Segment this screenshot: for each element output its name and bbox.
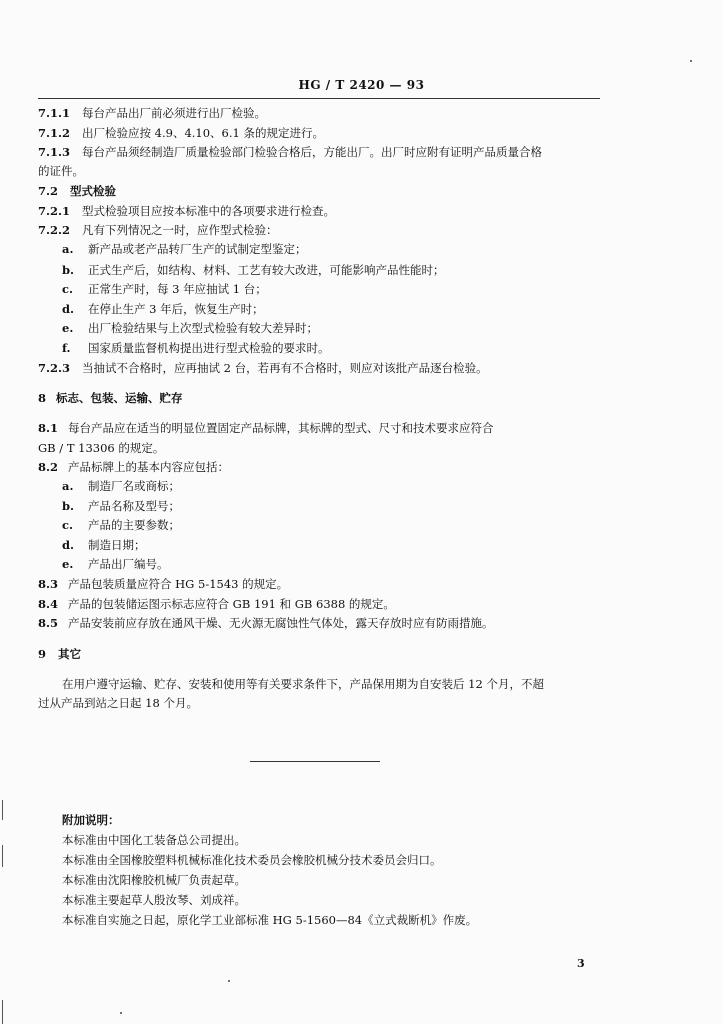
item-marker: c. <box>62 518 74 532</box>
item-text: 产品名称及型号； <box>88 499 180 513</box>
section-title: 标志、包装、运输、贮存 <box>56 391 183 405</box>
list-item-c <box>62 517 180 533</box>
item-marker: a. <box>62 479 74 493</box>
clause-text: 的证件。 <box>38 164 84 178</box>
clause-text: 每台产品出厂前必须进行出厂检验。 <box>82 106 266 120</box>
item-text: 制造厂名或商标； <box>88 479 180 493</box>
clause-text: 型式检验项目应按本标准中的各项要求进行检查。 <box>82 204 335 218</box>
clause-8-5 <box>38 615 494 631</box>
item-marker: e. <box>62 557 74 571</box>
section-9 <box>38 646 81 662</box>
list-item-f <box>62 340 330 356</box>
scan-edge-mark <box>2 845 3 867</box>
item-marker: d. <box>62 302 75 316</box>
clause-number: 8.5 <box>38 616 59 630</box>
item-marker: a. <box>62 242 74 256</box>
clause-text: 出厂检验应按 4.9、4.10、6.1 条的规定进行。 <box>82 126 324 140</box>
clause-number: 7.1.2 <box>38 126 71 140</box>
clause-7-2-2 <box>38 222 278 238</box>
note-line: 本标准主要起草人殷汝琴、刘成祥。 <box>62 893 246 907</box>
item-text: 制造日期； <box>88 538 146 552</box>
notes-title <box>62 812 120 828</box>
list-item-b <box>62 262 445 278</box>
item-text: 国家质量监督机构提出进行型式检验的要求时。 <box>88 341 330 355</box>
list-item-b <box>62 498 180 514</box>
item-text: 正式生产后，如结构、材料、工艺有较大改进，可能影响产品性能时； <box>88 263 445 277</box>
clause-number: 7.2.2 <box>38 223 71 237</box>
separator-rule <box>250 761 380 762</box>
section-number: 9 <box>38 647 47 661</box>
header-rule <box>38 98 600 99</box>
list-item-d <box>62 537 146 553</box>
clause-text: 产品标牌上的基本内容应包括： <box>68 460 229 474</box>
section-9-paragraph-cont <box>38 695 198 711</box>
item-text: 出厂检验结果与上次型式检验有较大差异时； <box>88 321 318 335</box>
scan-dot <box>690 60 692 62</box>
note-line: 本标准由中国化工装备总公司提出。 <box>62 833 246 847</box>
clause-number: 8.1 <box>38 421 59 435</box>
item-text: 新产品或老产品转厂生产的试制定型鉴定； <box>88 242 307 256</box>
clause-7-1-1 <box>38 105 266 121</box>
section-title: 型式检验 <box>70 184 116 198</box>
clause-text: 产品安装前应存放在通风干燥、无火源无腐蚀性气体处，露天存放时应有防雨措施。 <box>68 616 494 630</box>
list-item-a <box>62 478 180 494</box>
item-text: 产品的主要参数； <box>88 518 180 532</box>
clause-number: 7.2 <box>38 184 59 198</box>
clause-text: GB / T 13306 的规定。 <box>38 441 165 455</box>
item-text: 在停止生产 3 年后，恢复生产时； <box>88 302 264 316</box>
clause-number: 7.1.1 <box>38 106 71 120</box>
section-9-paragraph <box>62 676 544 692</box>
page-header: HG / T 2420 — 93 <box>298 78 425 92</box>
section-7-2 <box>38 183 116 199</box>
clause-8-3 <box>38 576 288 592</box>
clause-8-1 <box>38 420 494 436</box>
section-8 <box>38 390 183 406</box>
note-line: 本标准由沈阳橡胶机械厂负责起草。 <box>62 873 246 887</box>
paragraph-text: 在用户遵守运输、贮存、安装和使用等有关要求条件下，产品保用期为自安装后 12 个月，不超 <box>62 677 544 691</box>
clause-7-1-3 <box>38 144 542 160</box>
list-item-a <box>62 241 307 257</box>
item-marker: c. <box>62 282 74 296</box>
notes-title-text: 附加说明： <box>62 813 120 827</box>
list-item-e <box>62 556 169 572</box>
list-item-d <box>62 301 264 317</box>
note-line: 本标准由全国橡胶塑料机械标准化技术委员会橡胶机械分技术委员会归口。 <box>62 853 442 867</box>
page-number: 3 <box>577 957 585 970</box>
clause-text: 每台产品应在适当的明显位置固定产品标牌，其标牌的型式、尺寸和技术要求应符合 <box>68 421 494 435</box>
list-item-e <box>62 320 318 336</box>
clause-7-2-1 <box>38 203 335 219</box>
item-text: 产品出厂编号。 <box>88 557 169 571</box>
item-marker: b. <box>62 263 75 277</box>
item-marker: e. <box>62 321 74 335</box>
clause-8-1-cont <box>38 440 164 456</box>
clause-7-2-3 <box>38 360 488 376</box>
item-text: 正常生产时，每 3 年应抽试 1 台； <box>88 282 267 296</box>
section-title: 其它 <box>58 647 81 661</box>
clause-7-1-3-cont <box>38 163 84 179</box>
clause-text: 每台产品须经制造厂质量检验部门检验合格后，方能出厂。出厂时应附有证明产品质量合格 <box>82 145 542 159</box>
paragraph-text: 过从产品到站之日起 18 个月。 <box>38 696 198 710</box>
item-marker: b. <box>62 499 75 513</box>
clause-8-2 <box>38 459 229 475</box>
item-marker: d. <box>62 538 75 552</box>
clause-text: 当抽试不合格时，应再抽试 2 台，若再有不合格时，则应对该批产品逐台检验。 <box>82 361 488 375</box>
clause-text: 产品的包装储运图示标志应符合 GB 191 和 GB 6388 的规定。 <box>68 597 395 611</box>
section-number: 8 <box>38 391 47 405</box>
scan-edge-mark <box>2 800 3 820</box>
clause-number: 8.4 <box>38 597 59 611</box>
clause-text: 产品包装质量应符合 HG 5-1543 的规定。 <box>68 577 289 591</box>
clause-number: 8.2 <box>38 460 59 474</box>
clause-7-1-2 <box>38 125 324 141</box>
note-line: 本标准自实施之日起，原化学工业部标准 HG 5-1560—84《立式裁断机》作废。 <box>62 913 478 927</box>
clause-number: 7.2.3 <box>38 361 71 375</box>
list-item-c <box>62 281 267 297</box>
item-marker: f. <box>62 341 71 355</box>
clause-number: 7.2.1 <box>38 204 71 218</box>
clause-8-4 <box>38 596 395 612</box>
scan-edge-mark <box>2 1000 3 1024</box>
scan-dot <box>120 1012 122 1014</box>
clause-number: 7.1.3 <box>38 145 71 159</box>
clause-text: 凡有下列情况之一时，应作型式检验： <box>82 223 278 237</box>
scan-dot <box>228 980 230 982</box>
clause-number: 8.3 <box>38 577 59 591</box>
